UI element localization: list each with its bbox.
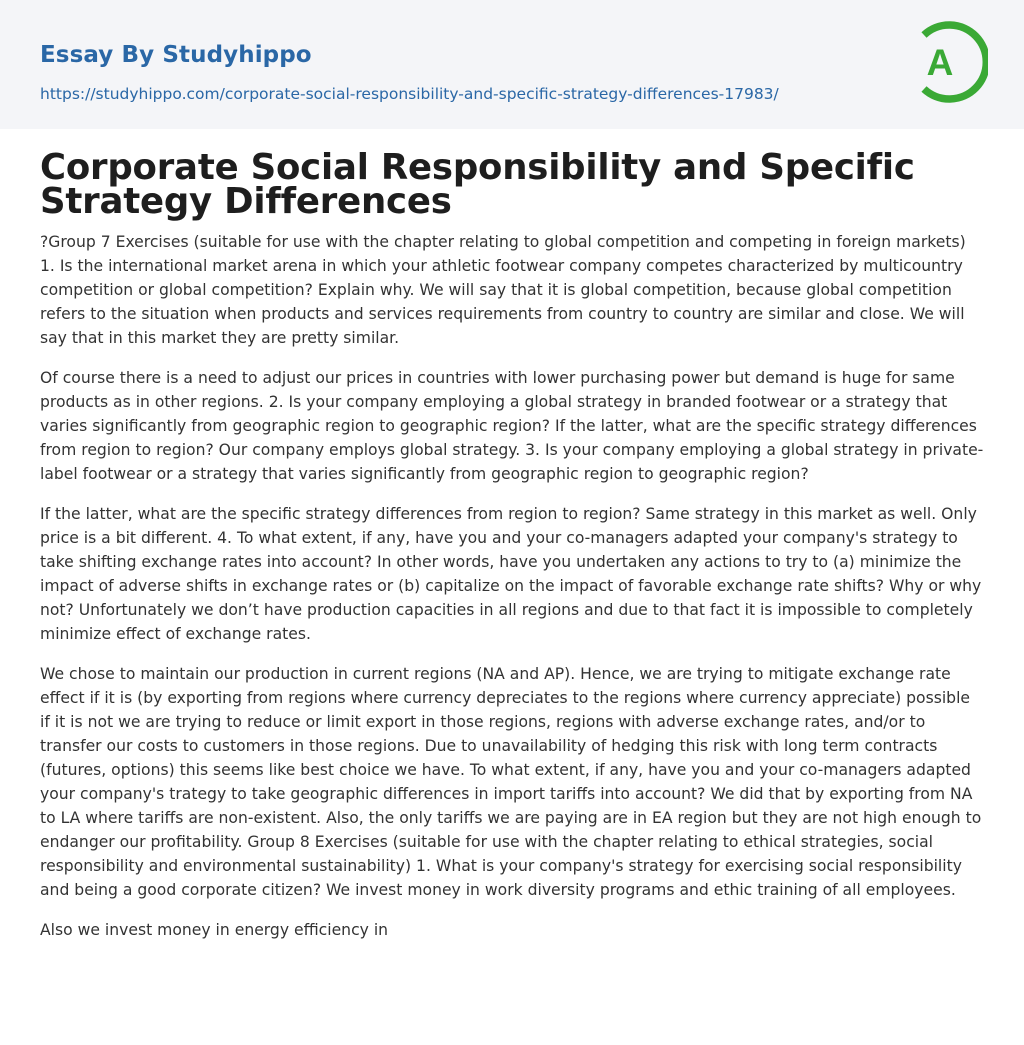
essay-url-link[interactable]: https://studyhippo.com/corporate-social-responsibility-and-specific-strategy-differences-17983/ xyxy=(40,85,779,103)
page-title: Corporate Social Responsibility and Specific Strategy Differences xyxy=(40,147,915,222)
article-paragraph: Of course there is a need to adjust our prices in countries with lower purchasing power but demand is huge for same products as in other regions. 2. Is your company employing a global strategy in branded footwear or a strategy that varies significantly from geographic region to geographic region? If the latter, what are the specific strategy differences from region to region? Our company employs global strategy. 3. Is your company employing a global strategy in private-label footwear or a strategy that varies significantly from geographic region to geographic region? xyxy=(40,369,984,483)
article xyxy=(0,129,1024,942)
article-paragraph: If the latter, what are the specific strategy differences from region to region? Same strategy in this market as well. Only price is a bit different. 4. To what extent, if any, have you and your co-managers adapted your company's strategy to take shifting exchange rates into account? In other words, have you undertaken any actions to try to (a) minimize the impact of adverse shifts in exchange rates or (b) capitalize on the impact of favorable exchange rate shifts? Why or why not? Unfortunately we don’t have production capacities in all regions and due to that fact it is impossible to completely minimize effect of exchange rates. xyxy=(40,505,982,643)
site-brand[interactable]: Essay By Studyhippo xyxy=(40,42,312,68)
logo-letter: A xyxy=(926,42,954,83)
article-paragraph: ?Group 7 Exercises (suitable for use with the chapter relating to global competition and competing in foreign markets) 1. Is the international market arena in which your athletic footwear company competes characterized by multicountry competition or global competition? Explain why. We will say that it is global competition, because global competition refers to the situation when products and services requirements from country to country are similar and close. We will say that in this market they are pretty similar. xyxy=(40,233,966,347)
studyhippo-logo-icon[interactable] xyxy=(908,18,988,106)
article-paragraph: Also we invest money in energy efficiency in xyxy=(40,921,389,939)
site-header xyxy=(0,0,1024,129)
article-body xyxy=(40,230,984,942)
article-paragraph: We chose to maintain our production in current regions (NA and AP). Hence, we are trying to mitigate exchange rate effect if it is (by exporting from regions where currency depreciates to the regions where currency appreciate) possible if it is not we are trying to reduce or limit export in those regions, regions with adverse exchange rates, and/or to transfer our costs to customers in those regions. Due to unavailability of hedging this risk with long term contracts (futures, options) this seems like best choice we have. To what extent, if any, have you and your co-managers adapted your company's trategy to take geographic differences in import tariffs into account? We did that by exporting from NA to LA where tariffs are non-existent. Also, the only tariffs we are paying are in EA region but they are not high enough to endanger our profitability. Group 8 Exercises (suitable for use with the chapter relating to ethical strategies, social responsibility and environmental sustainability) 1. What is your company's strategy for exercising social responsibility and being a good corporate citizen? We invest money in work diversity programs and ethic training of all employees. xyxy=(40,665,982,899)
